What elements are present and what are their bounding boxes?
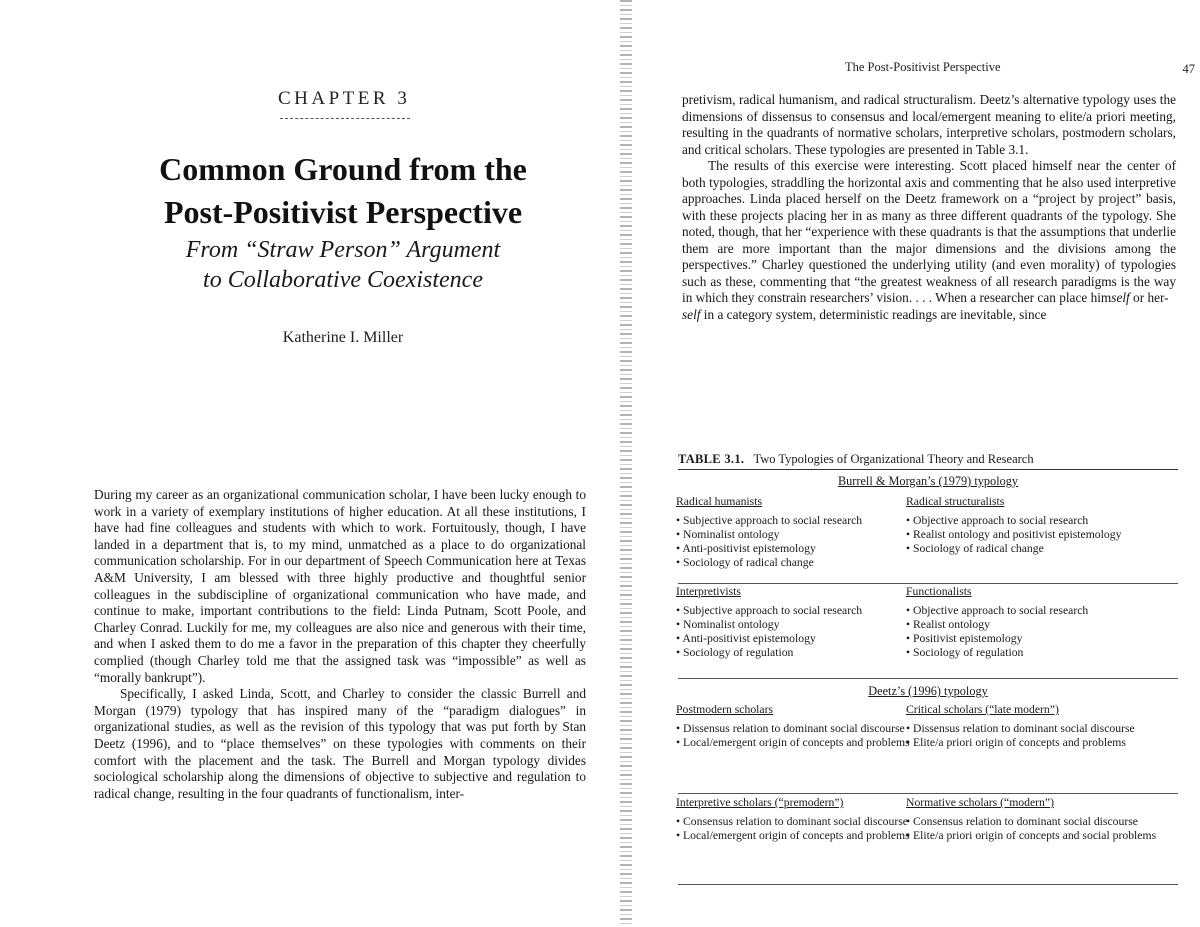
quadrant-item: • Subjective approach to social research [676, 514, 914, 528]
quadrant-postmodern-scholars [676, 703, 914, 750]
chapter-title [120, 148, 566, 234]
quadrant-label: Functionalists [906, 585, 972, 598]
quadrant-item: • Sociology of regulation [676, 646, 914, 660]
quadrant-item: • Local/emergent origin of concepts and problems [676, 736, 914, 750]
body-paragraph: Specifically, I asked Linda, Scott, and Charley to consider the classic Burrell and Morgan (1979) typology that has inspired many of the “paradigm dialogues” in organizational studies, as well as the revision of this typology that was put forth by Stan Deetz (1996), and to “place themselves” on these typologies with comments on their comfort with the placement and the task. The Burrell and Morgan typology divides sociological scholarship along the dimensions of objective to subjective and regulation to radical change, resulting in the four quadrants of functionalism, inter- [94, 686, 586, 801]
table-rule [678, 678, 1178, 679]
quadrant-item: • Dissensus relation to dominant social discourse [906, 722, 1158, 736]
quadrant-critical-scholars [906, 703, 1158, 750]
quadrant-interpretivists [676, 585, 914, 660]
table-number: TABLE 3.1. [678, 452, 745, 466]
quadrant-item: • Positivist epistemology [906, 632, 1158, 646]
running-head: The Post-Positivist Perspective [845, 60, 1001, 74]
quadrant-label: Critical scholars (“late modern”) [906, 703, 1059, 716]
quadrant-label: Postmodern scholars [676, 703, 774, 716]
quadrant-label: Interpretive scholars (“premodern”) [676, 796, 844, 809]
quadrant-label: Radical humanists [676, 495, 763, 508]
quadrant-normative-scholars [906, 796, 1158, 843]
right-page [640, 0, 1200, 927]
right-body-text [682, 92, 1176, 323]
table-bottom-rule [678, 884, 1178, 885]
body-paragraph: During my career as an organizational communication scholar, I have been lucky enough to work in a variety of exemplary institutions of higher education. At all these institutions, I have had fine colleagues and students with which to work. Fortuitously, though, I have landed in a department that is, to my mind, unmatched as a place to do organizational communication scholarship. For in our department of Speech Communication here at Texas A&M University, I am blessed with three highly productive and thoughtful senior colleagues in the subdiscipline of organizational communication who have made, and continue to make, important contributions to the field: Linda Putnam, Scott Poole, and Charley Conrad. Luckily for me, my colleagues are also nice and generous with their time, and when I asked them to do me a favor in the preparation of this chapter they cheerfully complied (though Charley told me that the assigned task was “impossible” as well as “morally bankrupt”). [94, 487, 586, 685]
typology-heading-deetz: Deetz’s (1996) typology [868, 684, 988, 698]
quadrant-interpretive-scholars [676, 796, 914, 843]
page-number: 47 [1182, 62, 1195, 76]
quadrant-item: • Objective approach to social research [906, 604, 1158, 618]
quadrant-item: • Objective approach to social research [906, 514, 1158, 528]
quadrant-item: • Realist ontology [906, 618, 1158, 632]
author-name: Katherine I. Miller [282, 329, 404, 346]
quadrant-item: • Sociology of regulation [906, 646, 1158, 660]
chapter-subtitle [120, 235, 566, 295]
quadrant-item: • Elite/a priori origin of concepts and problems [906, 736, 1158, 750]
chapter-title-line-2: Post-Positivist Perspective [163, 194, 523, 230]
quadrant-item: • Elite/a priori origin of concepts and social problems [906, 829, 1158, 843]
table-rule [678, 583, 1178, 584]
table-top-rule [678, 469, 1178, 470]
body-paragraph: pretivism, radical humanism, and radical structuralism. Deetz’s alternative typology uses the dimensions of dissensus to consensus and local/emergent meaning to elite/a priori meeting, resulting in the quadrants of normative scholars, interpretive scholars, postmodern scholars, and critical scholars. These typologies are presented in Table 3.1. [682, 92, 1176, 157]
quadrant-item: • Realist ontology and positivist epistemology [906, 528, 1158, 542]
left-body-text [94, 487, 586, 802]
quadrant-label: Radical structuralists [906, 495, 1005, 508]
quadrant-item: • Consensus relation to dominant social discourse [906, 815, 1158, 829]
quadrant-item: • Anti-positivist epistemology [676, 542, 914, 556]
quadrant-item: • Consensus relation to dominant social discourse [676, 815, 914, 829]
body-paragraph [682, 158, 1176, 323]
quadrant-item: • Sociology of radical change [676, 556, 914, 570]
quadrant-radical-humanists [676, 495, 914, 570]
quadrant-item: • Dissensus relation to dominant social discourse [676, 722, 914, 736]
chapter-rule [280, 118, 410, 119]
chapter-title-line-1: Common Ground from the [159, 151, 527, 187]
table-rule [678, 793, 1178, 794]
paragraph-text: or her- [1129, 290, 1169, 305]
quadrant-item: • Anti-positivist epistemology [676, 632, 914, 646]
quadrant-radical-structuralists [906, 495, 1158, 556]
typology-heading-burrell-morgan: Burrell & Morgan’s (1979) typology [837, 474, 1019, 488]
quadrant-item: • Nominalist ontology [676, 618, 914, 632]
quadrant-label: Interpretivists [676, 585, 741, 598]
binding-gutter [620, 0, 632, 927]
quadrant-label: Normative scholars (“modern”) [906, 796, 1054, 809]
emphasis-text: self [1111, 290, 1130, 305]
chapter-subtitle-line-1: From “Straw Person” Argument [185, 237, 501, 263]
paragraph-text: The results of this exercise were interesting. Scott placed himself near the center of both typologies, straddling the horizontal axis and commenting that he also used interpretive approaches. Linda placed herself on the Deetz framework on a “project by project” basis, with these projects placing her in as many as three different quadrants of the typology. She noted, though, that her “experience with these quadrants is that the assumptions that underlie them are more important than the major dimensions and the divisions among the perspectives.” Charley questioned the underlying utility (and even morality) of typologies such as these, commenting that “the greatest weakness of all research paradigms is the way in which they constrain researchers’ vision. . . . When a researcher can place him [682, 158, 1176, 305]
emphasis-text: self [682, 306, 701, 322]
quadrant-functionalists [906, 585, 1158, 660]
chapter-subtitle-line-2: to Collaborative Coexistence [203, 267, 483, 293]
quadrant-item: • Subjective approach to social research [676, 604, 914, 618]
quadrant-item: • Local/emergent origin of concepts and problems [676, 829, 914, 843]
quadrant-item: • Nominalist ontology [676, 528, 914, 542]
table-title: Two Typologies of Organizational Theory and Research [753, 452, 1034, 466]
table-caption [678, 452, 1178, 467]
paragraph-text: in a category system, deterministic readings are inevitable, since [700, 306, 1047, 322]
chapter-label: CHAPTER 3 [278, 88, 411, 109]
quadrant-item: • Sociology of radical change [906, 542, 1158, 556]
